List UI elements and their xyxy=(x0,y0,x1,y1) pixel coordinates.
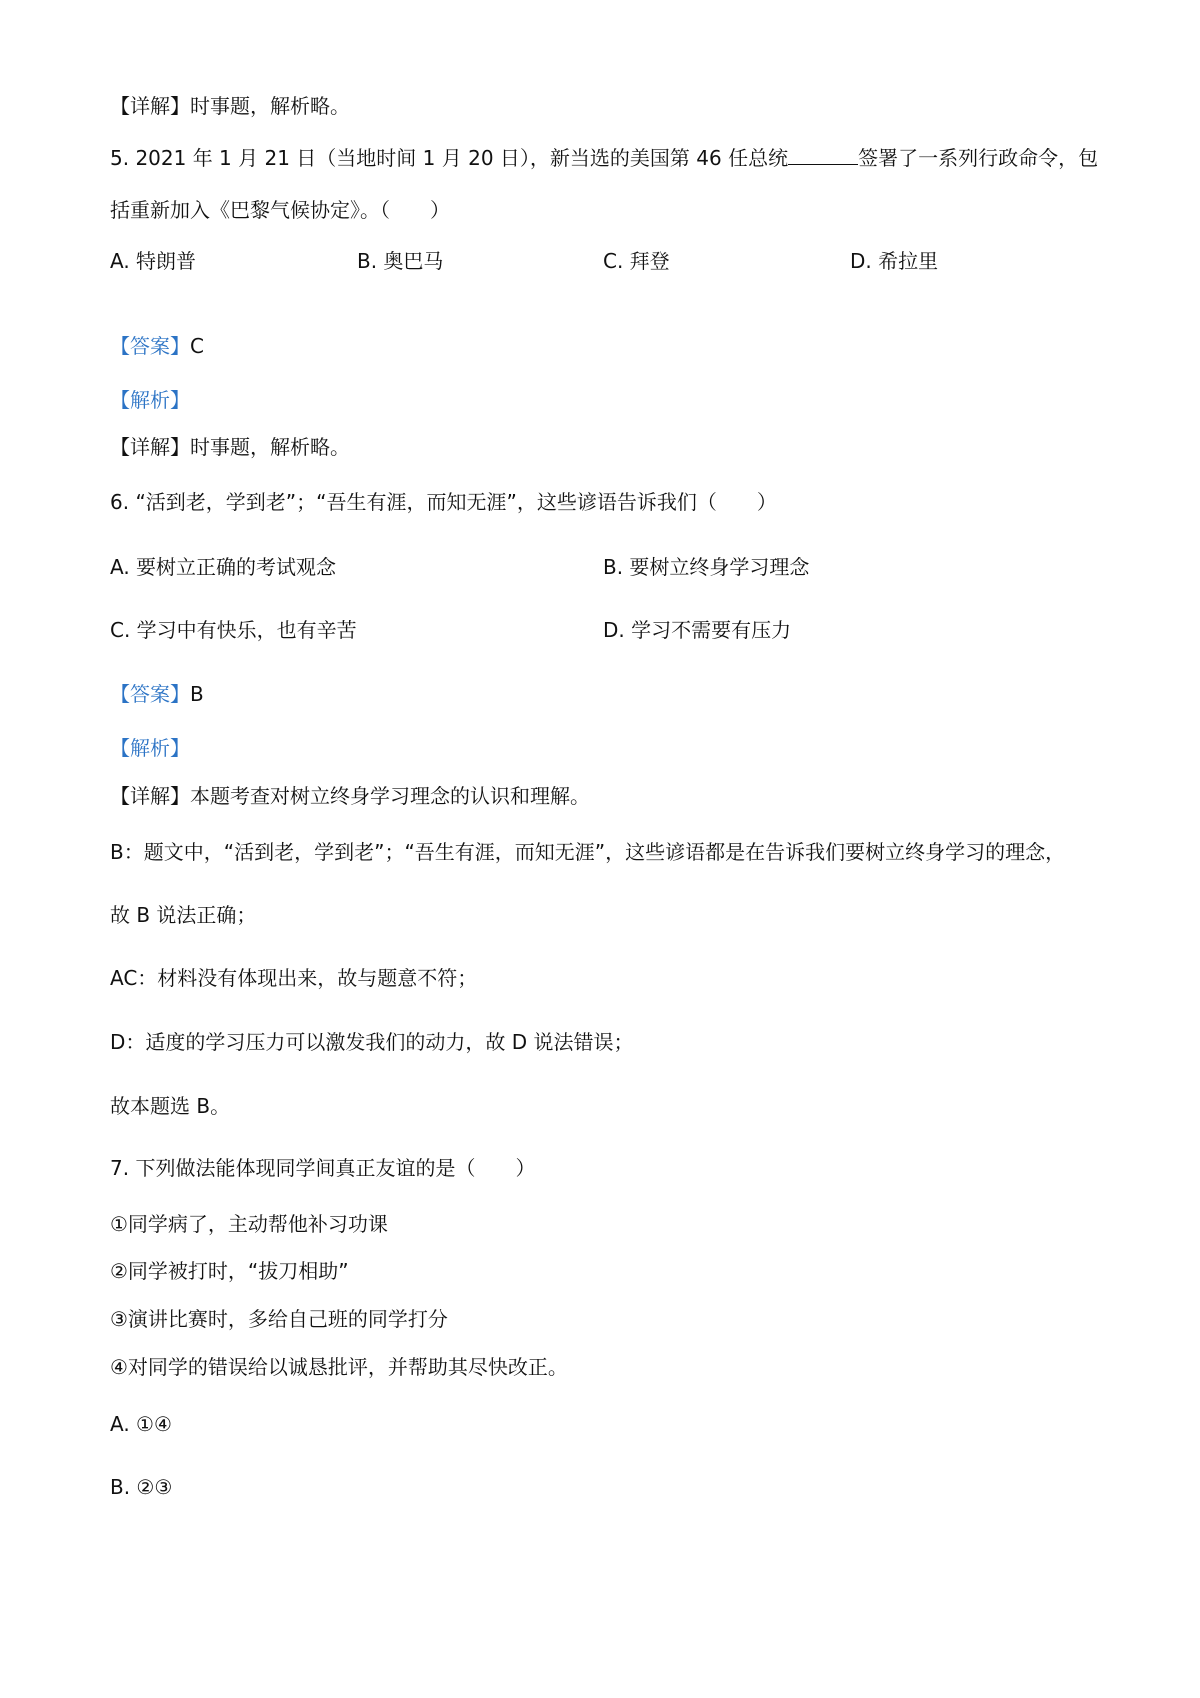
q6-option-b: B. 要树立终身学习理念 xyxy=(603,555,810,579)
q5-answer-blank xyxy=(788,146,858,165)
q6-option-c: C. 学习中有快乐，也有辛苦 xyxy=(110,618,357,642)
q6-answer-value: B xyxy=(190,682,204,706)
q7-option-a: A. ①④ xyxy=(110,1412,172,1436)
q6-detail: 【详解】本题考查对树立终身学习理念的认识和理解。 xyxy=(110,784,590,808)
q5-answer xyxy=(110,332,204,360)
q5-option-a: A. 特朗普 xyxy=(110,249,197,273)
q6-explain-d: D：适度的学习压力可以激发我们的动力，故 D 说法错误； xyxy=(110,1030,634,1054)
q6-option-d: D. 学习不需要有压力 xyxy=(603,618,792,642)
q6-answer xyxy=(110,680,204,708)
q5-stem-part2: 签署了一系列行政命令，包 xyxy=(858,146,1099,170)
q6-option-a: A. 要树立正确的考试观念 xyxy=(110,555,337,579)
q6-explain-ac: AC：材料没有体现出来，故与题意不符； xyxy=(110,966,478,990)
q5-detail: 【详解】时事题，解析略。 xyxy=(110,435,350,459)
q7-item-1: ①同学病了，主动帮他补习功课 xyxy=(110,1212,388,1236)
q7-option-b: B. ②③ xyxy=(110,1475,173,1499)
q5-answer-label: 【答案】 xyxy=(110,334,190,358)
q7-item-2: ②同学被打时，“拔刀相助” xyxy=(110,1259,349,1283)
q5-option-c: C. 拜登 xyxy=(603,249,670,273)
q5-stem-line2: 括重新加入《巴黎气候协定》。（ ） xyxy=(110,198,450,222)
q6-explain-b-line2: 故 B 说法正确； xyxy=(110,903,257,927)
q6-conclusion: 故本题选 B。 xyxy=(110,1094,231,1118)
q7-item-3: ③演讲比赛时，多给自己班的同学打分 xyxy=(110,1307,448,1331)
q6-stem: 6. “活到老，学到老”；“吾生有涯，而知无涯”，这些谚语告诉我们（ ） xyxy=(110,490,777,514)
q7-item-4: ④对同学的错误给以诚恳批评，并帮助其尽快改正。 xyxy=(110,1355,568,1379)
q5-option-b: B. 奥巴马 xyxy=(357,249,444,273)
q4-detail: 【详解】时事题，解析略。 xyxy=(110,94,350,118)
q5-answer-value: C xyxy=(190,334,204,358)
q6-explain-b-line1: B：题文中，“活到老，学到老”；“吾生有涯，而知无涯”，这些谚语都是在告诉我们要树立终身学习的理念， xyxy=(110,840,1066,864)
q7-stem: 7. 下列做法能体现同学间真正友谊的是（ ） xyxy=(110,1156,536,1180)
q5-analysis-label: 【解析】 xyxy=(110,388,190,412)
q5-stem-part1: 5. 2021 年 1 月 21 日（当地时间 1 月 20 日），新当选的美国第 46 任总统 xyxy=(110,146,789,170)
q6-analysis-label: 【解析】 xyxy=(110,736,190,760)
q6-answer-label: 【答案】 xyxy=(110,682,190,706)
q5-option-d: D. 希拉里 xyxy=(850,249,939,273)
q5-stem xyxy=(110,144,1098,172)
